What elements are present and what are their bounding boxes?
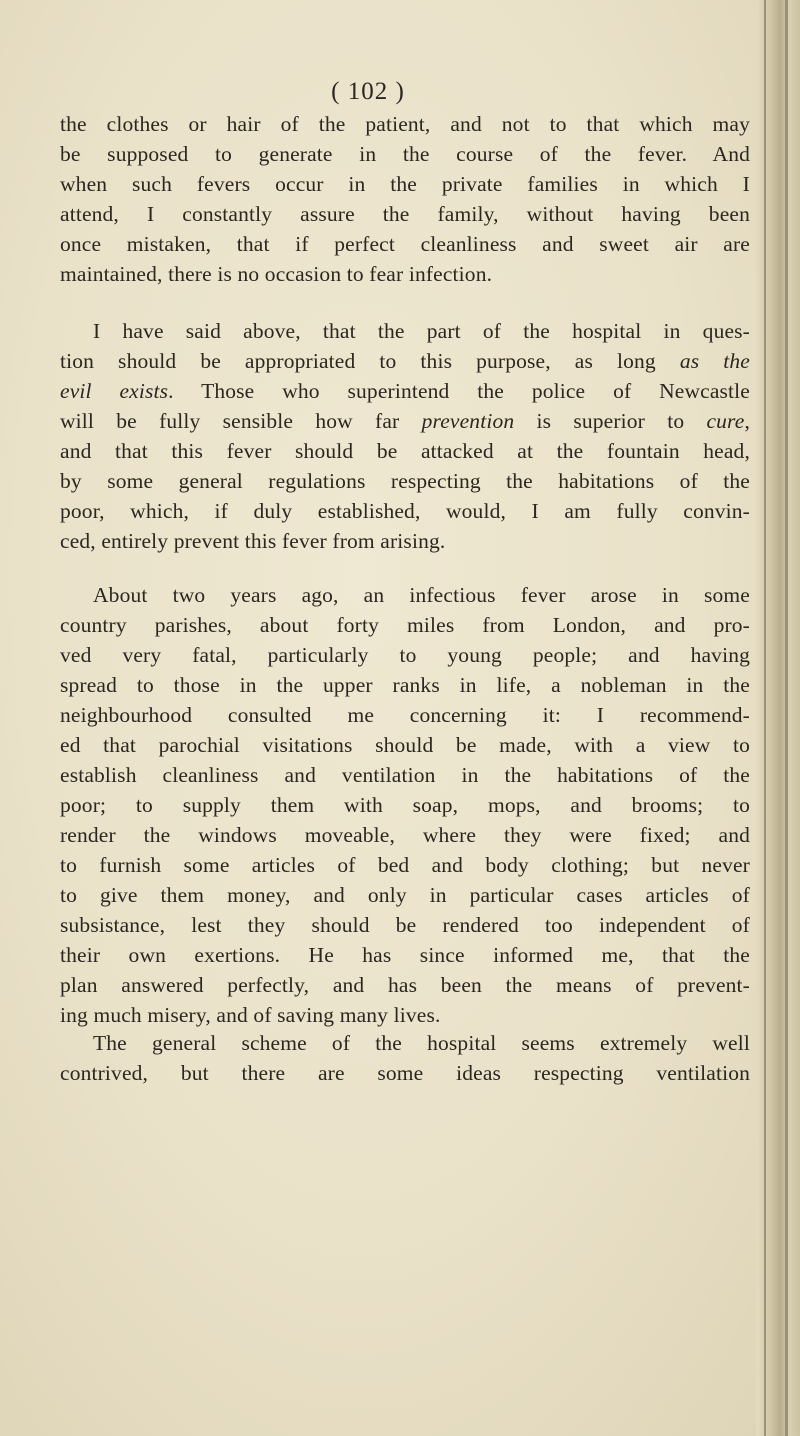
paragraph-2 bbox=[60, 316, 750, 556]
text-line: I have said above, that the part of the hospital in ques- bbox=[93, 319, 750, 343]
gutter-shadow-line bbox=[764, 0, 766, 1436]
text-line: attend, I constantly assure the family, without having been bbox=[60, 202, 750, 226]
text-line: to furnish some articles of bed and body clothing; but never bbox=[60, 853, 750, 877]
text-line: maintained, there is no occasion to fear infection. bbox=[60, 262, 493, 286]
text-line: subsistance, lest they should be rendered too independent of bbox=[60, 913, 750, 937]
paragraph-3 bbox=[60, 580, 750, 1030]
text-line: poor; to supply them with soap, mops, and brooms; to bbox=[60, 793, 750, 817]
text-line: establish cleanliness and ventilation in the habitations of the bbox=[60, 763, 750, 787]
text-line: contrived, but there are some ideas respecting ventilation bbox=[60, 1061, 750, 1085]
paragraph-4 bbox=[60, 1028, 750, 1088]
text-line: plan answered perfectly, and has been the means of prevent- bbox=[60, 973, 750, 997]
gutter-edge-line bbox=[785, 0, 788, 1436]
text-line: ced, entirely prevent this fever from arising. bbox=[60, 529, 446, 553]
text-line: their own exertions. He has since informed me, that the bbox=[60, 943, 750, 967]
book-gutter bbox=[756, 0, 800, 1436]
text-line: the clothes or hair of the patient, and not to that which may bbox=[60, 112, 750, 136]
text-line: to give them money, and only in particular cases articles of bbox=[60, 883, 750, 907]
text-line: by some general regulations respecting the habitations of the bbox=[60, 469, 750, 493]
text-line bbox=[60, 346, 750, 376]
text-line: poor, which, if duly established, would, I am fully convin- bbox=[60, 499, 750, 523]
text-line: ing much misery, and of saving many lives. bbox=[60, 1003, 441, 1027]
text-line: be supposed to generate in the course of the fever. And bbox=[60, 142, 750, 166]
text-line: once mistaken, that if perfect cleanliness and sweet air are bbox=[60, 232, 750, 256]
text-line: country parishes, about forty miles from London, and pro- bbox=[60, 613, 750, 637]
page-number: ( 102 ) bbox=[331, 78, 405, 105]
text-line: The general scheme of the hospital seems extremely well bbox=[93, 1031, 750, 1055]
text-line: neighbourhood consulted me concerning it: I recommend- bbox=[60, 703, 750, 727]
text-line: evil exists. Those who superintend the police of Newcastle bbox=[60, 379, 750, 403]
text-line: About two years ago, an infectious fever arose in some bbox=[93, 583, 750, 607]
text-line: ved very fatal, particularly to young people; and having bbox=[60, 643, 750, 667]
text-line: when such fevers occur in the private families in which I bbox=[60, 172, 750, 196]
text-segment: tion should be appropriated to this purpose, as long as the bbox=[60, 349, 750, 373]
text-line: ed that parochial visitations should be made, with a view to bbox=[60, 733, 750, 757]
text-line: spread to those in the upper ranks in life, a nobleman in the bbox=[60, 673, 750, 697]
text-line: render the windows moveable, where they were fixed; and bbox=[60, 823, 750, 847]
text-line: will be fully sensible how far prevention is superior to cure, bbox=[60, 409, 751, 433]
paragraph-1 bbox=[60, 109, 750, 289]
text-line: and that this fever should be attacked at the fountain head, bbox=[60, 439, 750, 463]
